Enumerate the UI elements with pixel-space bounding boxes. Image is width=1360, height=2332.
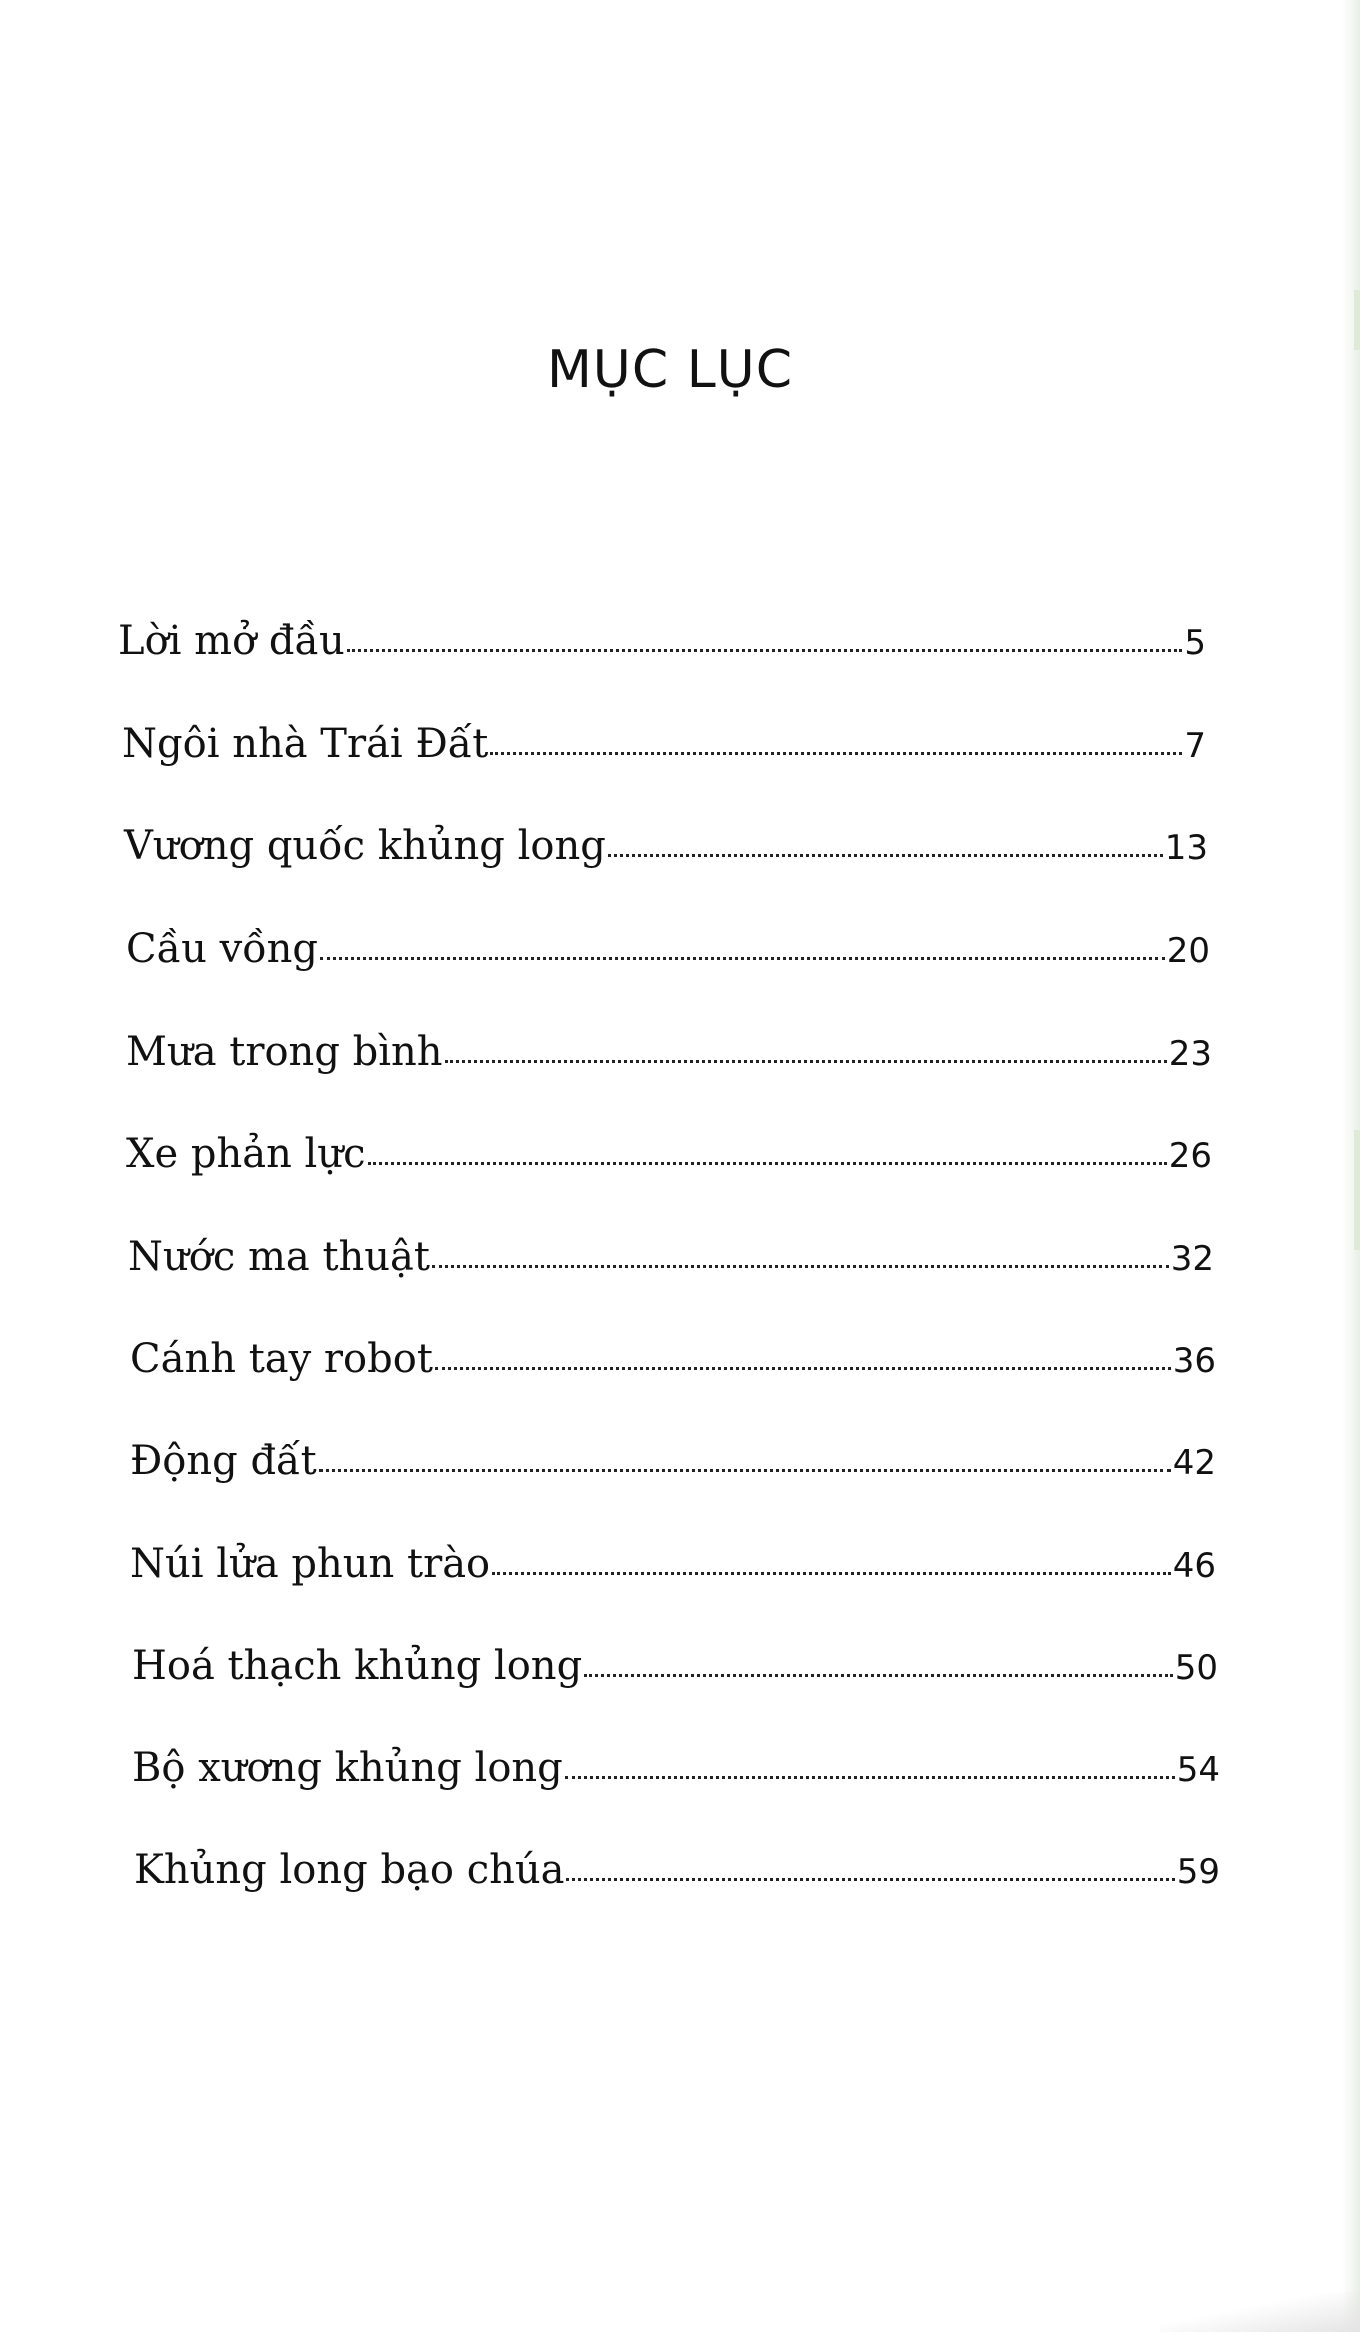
- toc-entry-page: 26: [1168, 1136, 1212, 1176]
- dot-leader: [347, 649, 1183, 652]
- toc-entry-page: 59: [1176, 1852, 1220, 1892]
- toc-entry[interactable]: [118, 618, 1206, 664]
- toc-entry[interactable]: [128, 1234, 1214, 1280]
- dot-leader: [565, 1776, 1175, 1779]
- toc-entry-page: 13: [1164, 828, 1208, 868]
- toc-entry[interactable]: [132, 1745, 1220, 1791]
- toc-entry-label: Khủng long bạo chúa: [134, 1847, 565, 1893]
- dot-leader: [608, 854, 1163, 857]
- toc-entry[interactable]: [130, 1438, 1216, 1484]
- toc-entry-label: Hoá thạch khủng long: [132, 1643, 583, 1689]
- toc-entry-label: Cầu vồng: [126, 926, 319, 972]
- toc-entry-page: 23: [1168, 1034, 1212, 1074]
- toc-entry[interactable]: [130, 1541, 1216, 1587]
- toc-entry-page: 42: [1172, 1443, 1216, 1483]
- toc-entry-page: 5: [1184, 623, 1206, 663]
- toc-entry-page: 46: [1172, 1546, 1216, 1586]
- toc-entry-page: 36: [1172, 1341, 1216, 1381]
- dot-leader: [432, 1265, 1169, 1268]
- toc-entry-label: Núi lửa phun trào: [130, 1541, 491, 1587]
- toc-entry-page: 20: [1166, 931, 1210, 971]
- toc-entry-label: Lời mở đầu: [118, 618, 345, 664]
- dot-leader: [320, 957, 1165, 960]
- toc-entry[interactable]: [124, 823, 1208, 869]
- dot-leader: [319, 1469, 1171, 1472]
- dot-leader: [435, 1367, 1171, 1370]
- toc-entry-label: Nước ma thuật: [128, 1234, 430, 1280]
- toc-entry-label: Xe phản lực: [126, 1131, 366, 1177]
- toc-entry[interactable]: [134, 1847, 1220, 1893]
- toc-entry[interactable]: [126, 1131, 1212, 1177]
- toc-entry[interactable]: [126, 926, 1210, 972]
- toc-entry-page: 54: [1176, 1750, 1220, 1790]
- toc-entry-label: Ngôi nhà Trái Đất: [122, 721, 489, 767]
- dot-leader: [368, 1162, 1167, 1165]
- toc-entry-label: Mưa trong bình: [126, 1029, 443, 1075]
- dot-leader: [584, 1674, 1173, 1677]
- dot-leader: [445, 1060, 1167, 1063]
- toc-entry-label: Vương quốc khủng long: [124, 823, 606, 869]
- dot-leader: [490, 752, 1182, 755]
- toc-entry[interactable]: [122, 721, 1206, 767]
- toc-entry-page: 50: [1174, 1648, 1218, 1688]
- toc-entry[interactable]: [132, 1643, 1218, 1689]
- toc-entry-label: Động đất: [130, 1438, 317, 1484]
- dot-leader: [492, 1572, 1171, 1575]
- toc-entry-page: 32: [1170, 1239, 1214, 1279]
- toc-entry[interactable]: [130, 1336, 1216, 1382]
- toc-entry-page: 7: [1184, 726, 1206, 766]
- toc-entry[interactable]: [126, 1029, 1212, 1075]
- page-title: MỤC LỤC: [546, 340, 794, 400]
- dot-leader: [566, 1878, 1174, 1881]
- toc-entry-label: Bộ xương khủng long: [132, 1745, 563, 1791]
- toc-entry-label: Cánh tay robot: [130, 1336, 433, 1382]
